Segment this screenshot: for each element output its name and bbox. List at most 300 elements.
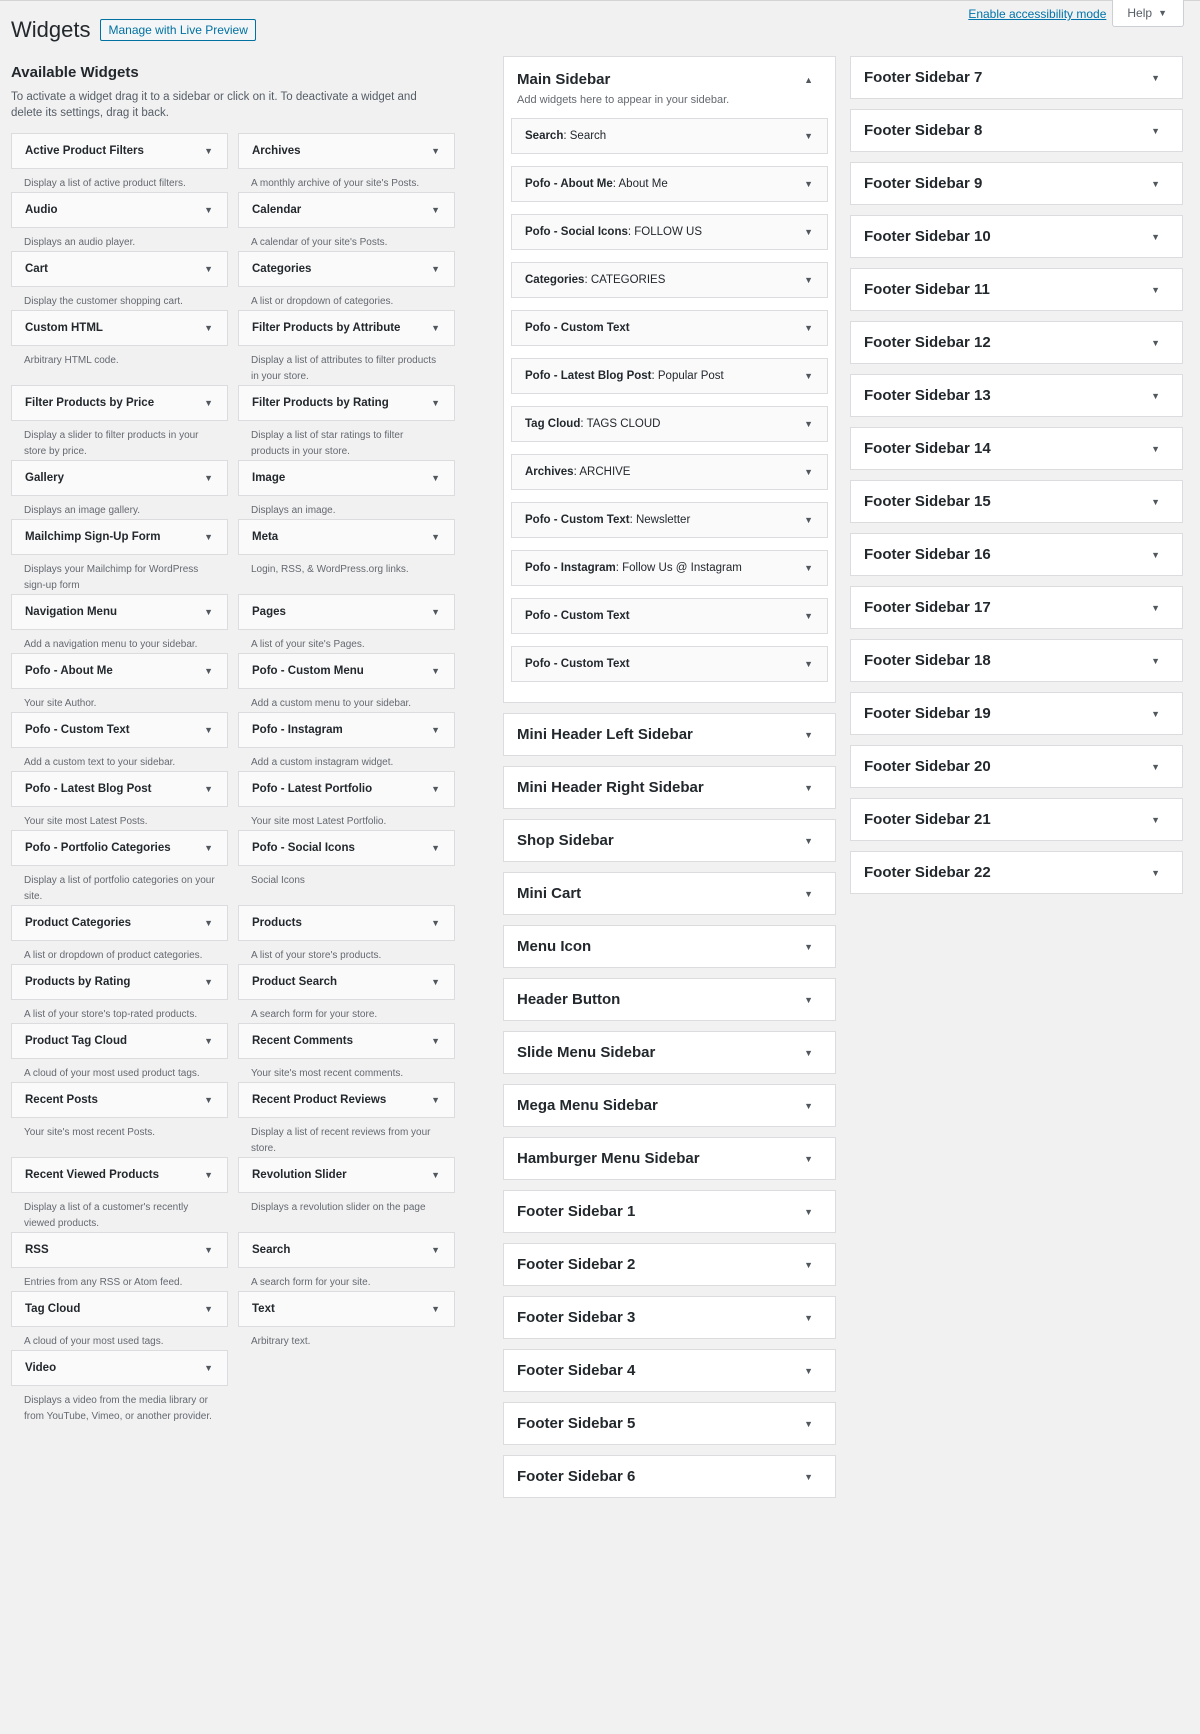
widget-header[interactable] <box>11 771 228 807</box>
widget-header[interactable] <box>11 133 228 169</box>
widget-description: Display a list of portfolio categories on your site. <box>24 875 215 902</box>
caret-down-icon[interactable]: ▼ <box>804 275 813 285</box>
caret-down-icon[interactable]: ▼ <box>431 398 440 408</box>
widget-header[interactable] <box>238 460 455 496</box>
caret-down-icon[interactable]: ▼ <box>804 994 813 1005</box>
sidebar-title: Menu Icon <box>517 938 592 955</box>
widget-header[interactable] <box>238 964 455 1000</box>
widget-name: Navigation Menu <box>25 606 118 618</box>
placed-widget-title: Newsletter <box>635 514 691 526</box>
caret-down-icon[interactable]: ▼ <box>1151 178 1160 189</box>
main-sidebar-widgets <box>504 118 835 682</box>
caret-down-icon[interactable]: ▼ <box>1151 337 1160 348</box>
caret-down-icon[interactable]: ▼ <box>204 323 213 333</box>
sidebar-footer-sidebar-8[interactable] <box>850 109 1183 152</box>
sidebar-title: Footer Sidebar 5 <box>517 1415 636 1432</box>
sidebar-menu-icon[interactable] <box>503 925 836 968</box>
caret-down-icon[interactable]: ▼ <box>1151 390 1160 401</box>
placed-widget-type: Pofo - Social Icons <box>525 226 628 238</box>
widget-description: Display a slider to filter products in your store by price. <box>24 430 199 457</box>
caret-down-icon[interactable]: ▼ <box>804 515 813 525</box>
widget-header[interactable] <box>238 192 455 228</box>
caret-down-icon[interactable]: ▼ <box>804 1206 813 1217</box>
sidebar-footer-sidebar-6[interactable] <box>503 1455 836 1498</box>
widget-header[interactable] <box>11 251 228 287</box>
widget-active-product-filters <box>11 133 228 192</box>
caret-down-icon[interactable]: ▼ <box>204 607 213 617</box>
widget-pofo-latest-blog-post <box>11 771 228 830</box>
widget-header[interactable] <box>238 1291 455 1327</box>
widget-description: Display the customer shopping cart. <box>24 296 183 307</box>
widget-header[interactable] <box>11 310 228 346</box>
sidebar-title: Footer Sidebar 14 <box>864 440 991 457</box>
placed-widget-title: About Me <box>618 178 668 190</box>
caret-down-icon[interactable]: ▼ <box>431 784 440 794</box>
widget-description: A cloud of your most used tags. <box>24 1336 164 1347</box>
caret-down-icon[interactable]: ▼ <box>431 1245 440 1255</box>
caret-down-icon[interactable]: ▼ <box>1151 443 1160 454</box>
main-sidebar-description: Add widgets here to appear in your sidebar. <box>517 94 730 106</box>
widget-description: Entries from any RSS or Atom feed. <box>24 1277 183 1288</box>
widget-header[interactable] <box>11 1023 228 1059</box>
caret-up-icon[interactable]: ▲ <box>804 74 813 85</box>
widget-header[interactable] <box>11 1082 228 1118</box>
caret-down-icon[interactable]: ▼ <box>431 725 440 735</box>
widget-header[interactable] <box>238 1023 455 1059</box>
caret-down-icon: ▼ <box>1158 8 1167 18</box>
widget-product-search <box>238 964 455 1023</box>
sidebar-title: Footer Sidebar 22 <box>864 864 991 881</box>
placed-widget[interactable] <box>511 502 828 538</box>
caret-down-icon[interactable]: ▼ <box>204 473 213 483</box>
placed-widget[interactable] <box>511 214 828 250</box>
placed-widget[interactable] <box>511 646 828 682</box>
caret-down-icon[interactable]: ▼ <box>204 977 213 987</box>
caret-down-icon[interactable]: ▼ <box>804 941 813 952</box>
caret-down-icon[interactable]: ▼ <box>431 205 440 215</box>
caret-down-icon[interactable]: ▼ <box>804 563 813 573</box>
widget-audio <box>11 192 228 251</box>
sidebar-footer-sidebar-14[interactable] <box>850 427 1183 470</box>
widget-name: Mailchimp Sign-Up Form <box>25 531 161 543</box>
sidebar-footer-sidebar-18[interactable] <box>850 639 1183 682</box>
caret-down-icon[interactable]: ▼ <box>1151 496 1160 507</box>
widget-header[interactable] <box>11 712 228 748</box>
widget-meta <box>238 519 455 594</box>
caret-down-icon[interactable]: ▼ <box>431 1304 440 1314</box>
placed-widget-label <box>525 610 630 622</box>
sidebars-column-center <box>503 56 836 1508</box>
caret-down-icon[interactable]: ▼ <box>431 473 440 483</box>
widget-header[interactable] <box>238 1157 455 1193</box>
widget-description: Add a navigation menu to your sidebar. <box>24 639 198 650</box>
placed-widget-type: Pofo - Latest Blog Post <box>525 370 652 382</box>
caret-down-icon[interactable]: ▼ <box>1151 549 1160 560</box>
sidebar-footer-sidebar-20[interactable] <box>850 745 1183 788</box>
widget-header[interactable] <box>238 519 455 555</box>
caret-down-icon[interactable]: ▼ <box>804 611 813 621</box>
caret-down-icon[interactable]: ▼ <box>431 666 440 676</box>
widget-description: A search form for your store. <box>251 1009 378 1020</box>
widget-name: Recent Product Reviews <box>252 1094 387 1106</box>
caret-down-icon[interactable]: ▼ <box>204 1304 213 1314</box>
empty-cell <box>238 1350 455 1425</box>
placed-widget[interactable] <box>511 406 828 442</box>
widget-description: A cloud of your most used product tags. <box>24 1068 200 1079</box>
sidebar-footer-sidebar-5[interactable] <box>503 1402 836 1445</box>
caret-down-icon[interactable]: ▼ <box>204 146 213 156</box>
widget-name: Text <box>252 1303 275 1315</box>
caret-down-icon[interactable]: ▼ <box>804 227 813 237</box>
available-widgets-title: Available Widgets <box>11 64 139 81</box>
widget-name: Pofo - Latest Blog Post <box>25 783 152 795</box>
widget-products-by-rating <box>11 964 228 1023</box>
caret-down-icon[interactable]: ▼ <box>204 1245 213 1255</box>
widget-name: Archives <box>252 145 301 157</box>
widget-name: Filter Products by Rating <box>252 397 389 409</box>
placed-widget-label <box>525 178 668 190</box>
widget-header[interactable] <box>11 519 228 555</box>
placed-widget-type: Pofo - Custom Text <box>525 322 630 334</box>
widget-pofo-social-icons <box>238 830 455 905</box>
placed-widget-type: Archives <box>525 466 574 478</box>
placed-widget-type: Pofo - Custom Text <box>525 610 630 622</box>
sidebar-footer-sidebar-4[interactable] <box>503 1349 836 1392</box>
sidebar-footer-sidebar-16[interactable] <box>850 533 1183 576</box>
widget-header[interactable] <box>238 310 455 346</box>
sidebar-slide-menu-sidebar[interactable] <box>503 1031 836 1074</box>
placed-widget-title: Follow Us @ Instagram <box>622 562 742 574</box>
sidebar-shop-sidebar[interactable] <box>503 819 836 862</box>
caret-down-icon[interactable]: ▼ <box>804 1047 813 1058</box>
widget-description: Your site most Latest Posts. <box>24 816 148 827</box>
sidebar-title: Mega Menu Sidebar <box>517 1097 658 1114</box>
widget-name: Product Categories <box>25 917 132 929</box>
placed-widget[interactable] <box>511 598 828 634</box>
widget-cart <box>11 251 228 310</box>
widget-description: A search form for your site. <box>251 1277 371 1288</box>
caret-down-icon[interactable]: ▼ <box>204 1170 213 1180</box>
widget-name: Product Search <box>252 976 337 988</box>
widget-description: Add a custom menu to your sidebar. <box>251 698 412 709</box>
caret-down-icon[interactable]: ▼ <box>1151 814 1160 825</box>
caret-down-icon[interactable]: ▼ <box>431 977 440 987</box>
widget-description: Add a custom text to your sidebar. <box>24 757 176 768</box>
widget-name: Pofo - Custom Menu <box>252 665 364 677</box>
caret-down-icon[interactable]: ▼ <box>431 532 440 542</box>
widget-recent-posts <box>11 1082 228 1157</box>
sidebar-footer-sidebar-2[interactable] <box>503 1243 836 1286</box>
widget-header[interactable] <box>11 594 228 630</box>
caret-down-icon[interactable]: ▼ <box>204 725 213 735</box>
widget-description: Your site Author. <box>24 698 97 709</box>
caret-down-icon[interactable]: ▼ <box>204 666 213 676</box>
caret-down-icon[interactable]: ▼ <box>804 1365 813 1376</box>
sidebar-title: Footer Sidebar 12 <box>864 334 991 351</box>
sidebar-title: Footer Sidebar 7 <box>864 69 983 86</box>
caret-down-icon[interactable]: ▼ <box>804 835 813 846</box>
help-button[interactable] <box>1112 0 1184 27</box>
caret-down-icon[interactable]: ▼ <box>431 918 440 928</box>
widget-description: Displays an image gallery. <box>24 505 140 516</box>
sidebar-mini-header-right-sidebar[interactable] <box>503 766 836 809</box>
caret-down-icon[interactable]: ▼ <box>804 1100 813 1111</box>
widget-recent-product-reviews <box>238 1082 455 1157</box>
widget-name: Recent Posts <box>25 1094 98 1106</box>
widget-pages <box>238 594 455 653</box>
widget-text <box>238 1291 455 1350</box>
widget-description: A list or dropdown of categories. <box>251 296 394 307</box>
widget-header[interactable] <box>11 1232 228 1268</box>
widget-header[interactable] <box>238 830 455 866</box>
widget-name: Filter Products by Attribute <box>252 322 401 334</box>
placed-widget-type: Pofo - Instagram <box>525 562 616 574</box>
caret-down-icon[interactable]: ▼ <box>804 1471 813 1482</box>
page-header <box>11 17 256 43</box>
caret-down-icon[interactable]: ▼ <box>1151 761 1160 772</box>
widget-header[interactable] <box>238 385 455 421</box>
sidebar-hamburger-menu-sidebar[interactable] <box>503 1137 836 1180</box>
sidebar-title: Footer Sidebar 2 <box>517 1256 636 1273</box>
caret-down-icon[interactable]: ▼ <box>431 1170 440 1180</box>
sidebar-footer-sidebar-19[interactable] <box>850 692 1183 735</box>
widget-name: Pofo - Social Icons <box>252 842 355 854</box>
caret-down-icon[interactable]: ▼ <box>431 1036 440 1046</box>
sidebar-footer-sidebar-9[interactable] <box>850 162 1183 205</box>
widget-header[interactable] <box>238 712 455 748</box>
main-sidebar-title: Main Sidebar <box>517 71 611 88</box>
caret-down-icon[interactable]: ▼ <box>804 1312 813 1323</box>
live-preview-button[interactable]: Manage with Live Preview <box>100 19 255 41</box>
widget-pofo-portfolio-categories <box>11 830 228 905</box>
widget-header[interactable] <box>11 192 228 228</box>
widget-pofo-latest-portfolio <box>238 771 455 830</box>
placed-widget[interactable] <box>511 118 828 154</box>
widget-name: Products by Rating <box>25 976 131 988</box>
placed-widget-label <box>525 658 630 670</box>
placed-widget-title: TAGS CLOUD <box>586 418 661 430</box>
caret-down-icon[interactable]: ▼ <box>204 398 213 408</box>
sidebar-title: Slide Menu Sidebar <box>517 1044 656 1061</box>
widget-header[interactable] <box>11 830 228 866</box>
widget-header[interactable] <box>238 594 455 630</box>
placed-widget-label <box>525 274 665 286</box>
widget-description: Display a list of active product filters. <box>24 178 186 189</box>
widget-description: Arbitrary text. <box>251 1336 311 1347</box>
sidebar-title: Hamburger Menu Sidebar <box>517 1150 700 1167</box>
sidebar-title: Footer Sidebar 18 <box>864 652 991 669</box>
placed-widget-separator: : <box>612 178 619 190</box>
sidebar-footer-sidebar-21[interactable] <box>850 798 1183 841</box>
widget-description: Add a custom instagram widget. <box>251 757 394 768</box>
caret-down-icon[interactable]: ▼ <box>804 131 813 141</box>
placed-widget-separator: : <box>584 274 591 286</box>
widget-name: Meta <box>252 531 279 543</box>
caret-down-icon[interactable]: ▼ <box>804 179 813 189</box>
caret-down-icon[interactable]: ▼ <box>204 784 213 794</box>
widget-description: Displays a revolution slider on the page <box>251 1202 426 1213</box>
caret-down-icon[interactable]: ▼ <box>431 843 440 853</box>
widget-header[interactable] <box>238 653 455 689</box>
widget-description: Displays an image. <box>251 505 336 516</box>
sidebar-list-center <box>503 713 836 1498</box>
sidebar-header-button[interactable] <box>503 978 836 1021</box>
sidebar-footer-sidebar-17[interactable] <box>850 586 1183 629</box>
caret-down-icon[interactable]: ▼ <box>804 467 813 477</box>
caret-down-icon[interactable]: ▼ <box>204 1036 213 1046</box>
caret-down-icon[interactable]: ▼ <box>204 1095 213 1105</box>
caret-down-icon[interactable]: ▼ <box>431 1095 440 1105</box>
placed-widget[interactable] <box>511 454 828 490</box>
sidebar-title: Mini Header Left Sidebar <box>517 726 693 743</box>
placed-widget-title: Popular Post <box>657 370 724 382</box>
widget-name: Calendar <box>252 204 302 216</box>
caret-down-icon[interactable]: ▼ <box>804 371 813 381</box>
sidebar-footer-sidebar-22[interactable] <box>850 851 1183 894</box>
placed-widget[interactable] <box>511 550 828 586</box>
placed-widget-title: Search <box>569 130 607 142</box>
caret-down-icon[interactable]: ▼ <box>204 918 213 928</box>
widget-header[interactable] <box>238 1232 455 1268</box>
caret-down-icon[interactable]: ▼ <box>1151 655 1160 666</box>
caret-down-icon[interactable]: ▼ <box>804 323 813 333</box>
caret-down-icon[interactable]: ▼ <box>1151 708 1160 719</box>
placed-widget-label <box>525 562 742 574</box>
caret-down-icon[interactable]: ▼ <box>204 264 213 274</box>
caret-down-icon[interactable]: ▼ <box>1151 284 1160 295</box>
widget-name: Products <box>252 917 302 929</box>
caret-down-icon[interactable]: ▼ <box>204 843 213 853</box>
caret-down-icon[interactable]: ▼ <box>804 419 813 429</box>
caret-down-icon[interactable]: ▼ <box>431 323 440 333</box>
widget-header[interactable] <box>238 251 455 287</box>
sidebar-title: Header Button <box>517 991 621 1008</box>
widget-name: RSS <box>25 1244 49 1256</box>
widget-header[interactable] <box>11 385 228 421</box>
widget-calendar <box>238 192 455 251</box>
widget-filter-products-by-rating <box>238 385 455 460</box>
widget-description: Displays an audio player. <box>24 237 136 248</box>
sidebar-title: Footer Sidebar 19 <box>864 705 991 722</box>
widget-name: Pofo - Latest Portfolio <box>252 783 373 795</box>
widget-header[interactable] <box>11 905 228 941</box>
sidebar-title: Mini Cart <box>517 885 582 902</box>
sidebar-mini-header-left-sidebar[interactable] <box>503 713 836 756</box>
sidebar-footer-sidebar-13[interactable] <box>850 374 1183 417</box>
widget-header[interactable] <box>11 1157 228 1193</box>
placed-widget-title: ARCHIVE <box>579 466 631 478</box>
caret-down-icon[interactable]: ▼ <box>804 659 813 669</box>
widget-header[interactable] <box>238 905 455 941</box>
sidebar-footer-sidebar-11[interactable] <box>850 268 1183 311</box>
sidebar-footer-sidebar-1[interactable] <box>503 1190 836 1233</box>
widget-description: A list of your site's Pages. <box>251 639 365 650</box>
caret-down-icon[interactable]: ▼ <box>204 205 213 215</box>
placed-widget-separator: : <box>629 514 636 526</box>
sidebar-title: Footer Sidebar 17 <box>864 599 991 616</box>
caret-down-icon[interactable]: ▼ <box>1151 72 1160 83</box>
sidebar-footer-sidebar-12[interactable] <box>850 321 1183 364</box>
caret-down-icon[interactable]: ▼ <box>1151 867 1160 878</box>
widget-description: Displays your Mailchimp for WordPress sign-up form <box>24 564 199 591</box>
caret-down-icon[interactable]: ▼ <box>804 1259 813 1270</box>
caret-down-icon[interactable]: ▼ <box>1151 125 1160 136</box>
widget-name: Recent Comments <box>252 1035 353 1047</box>
caret-down-icon[interactable]: ▼ <box>1151 602 1160 613</box>
placed-widget-title: FOLLOW US <box>634 226 703 238</box>
widget-tag-cloud <box>11 1291 228 1350</box>
caret-down-icon[interactable]: ▼ <box>804 782 813 793</box>
widget-name: Product Tag Cloud <box>25 1035 128 1047</box>
widget-header[interactable] <box>11 1291 228 1327</box>
widget-products <box>238 905 455 964</box>
widget-custom-html <box>11 310 228 385</box>
placed-widget-type: Pofo - Custom Text <box>525 658 630 670</box>
caret-down-icon[interactable]: ▼ <box>204 1363 213 1373</box>
placed-widget[interactable] <box>511 358 828 394</box>
widget-header[interactable] <box>11 1350 228 1386</box>
caret-down-icon[interactable]: ▼ <box>1151 231 1160 242</box>
sidebar-footer-sidebar-3[interactable] <box>503 1296 836 1339</box>
sidebar-mega-menu-sidebar[interactable] <box>503 1084 836 1127</box>
widget-rss <box>11 1232 228 1291</box>
placed-widget-separator: : <box>615 562 623 574</box>
widget-name: Active Product Filters <box>25 145 144 157</box>
sidebar-footer-sidebar-10[interactable] <box>850 215 1183 258</box>
sidebar-footer-sidebar-7[interactable] <box>850 56 1183 99</box>
placed-widget-label <box>525 322 630 334</box>
widget-header[interactable] <box>11 460 228 496</box>
widget-description: Your site's most recent comments. <box>251 1068 404 1079</box>
caret-down-icon[interactable]: ▼ <box>431 146 440 156</box>
caret-down-icon[interactable]: ▼ <box>431 607 440 617</box>
widget-header[interactable] <box>238 771 455 807</box>
widget-description: Displays a video from the media library or from YouTube, Vimeo, or another provider. <box>24 1395 212 1422</box>
caret-down-icon[interactable]: ▼ <box>804 888 813 899</box>
placed-widget-type: Categories <box>525 274 585 286</box>
sidebar-title: Footer Sidebar 15 <box>864 493 991 510</box>
sidebar-mini-cart[interactable] <box>503 872 836 915</box>
caret-down-icon[interactable]: ▼ <box>204 532 213 542</box>
widget-name: Gallery <box>25 472 64 484</box>
widget-header[interactable] <box>11 964 228 1000</box>
placed-widget[interactable] <box>511 310 828 346</box>
widget-description: A list of your store's top-rated products. <box>24 1009 198 1020</box>
sidebar-title: Footer Sidebar 10 <box>864 228 991 245</box>
widget-header[interactable] <box>238 133 455 169</box>
caret-down-icon[interactable]: ▼ <box>804 1418 813 1429</box>
caret-down-icon[interactable]: ▼ <box>431 264 440 274</box>
placed-widget-separator: : <box>580 418 587 430</box>
widget-name: Audio <box>25 204 58 216</box>
placed-widget[interactable] <box>511 166 828 202</box>
widget-description: A list of your store's products. <box>251 950 382 961</box>
sidebar-footer-sidebar-15[interactable] <box>850 480 1183 523</box>
main-sidebar-header[interactable] <box>504 57 835 88</box>
placed-widget-separator: : <box>563 130 570 142</box>
widget-name: Recent Viewed Products <box>25 1169 159 1181</box>
widget-description: Display a list of recent reviews from your store. <box>251 1127 431 1154</box>
main-sidebar <box>503 56 836 703</box>
placed-widget[interactable] <box>511 262 828 298</box>
widget-header[interactable] <box>11 653 228 689</box>
accessibility-mode-link[interactable]: Enable accessibility mode <box>968 7 1107 21</box>
caret-down-icon[interactable]: ▼ <box>804 1153 813 1164</box>
caret-down-icon[interactable]: ▼ <box>804 729 813 740</box>
sidebar-title: Footer Sidebar 6 <box>517 1468 636 1485</box>
widget-description: Display a list of star ratings to filter products in your store. <box>251 430 404 457</box>
widget-header[interactable] <box>238 1082 455 1118</box>
